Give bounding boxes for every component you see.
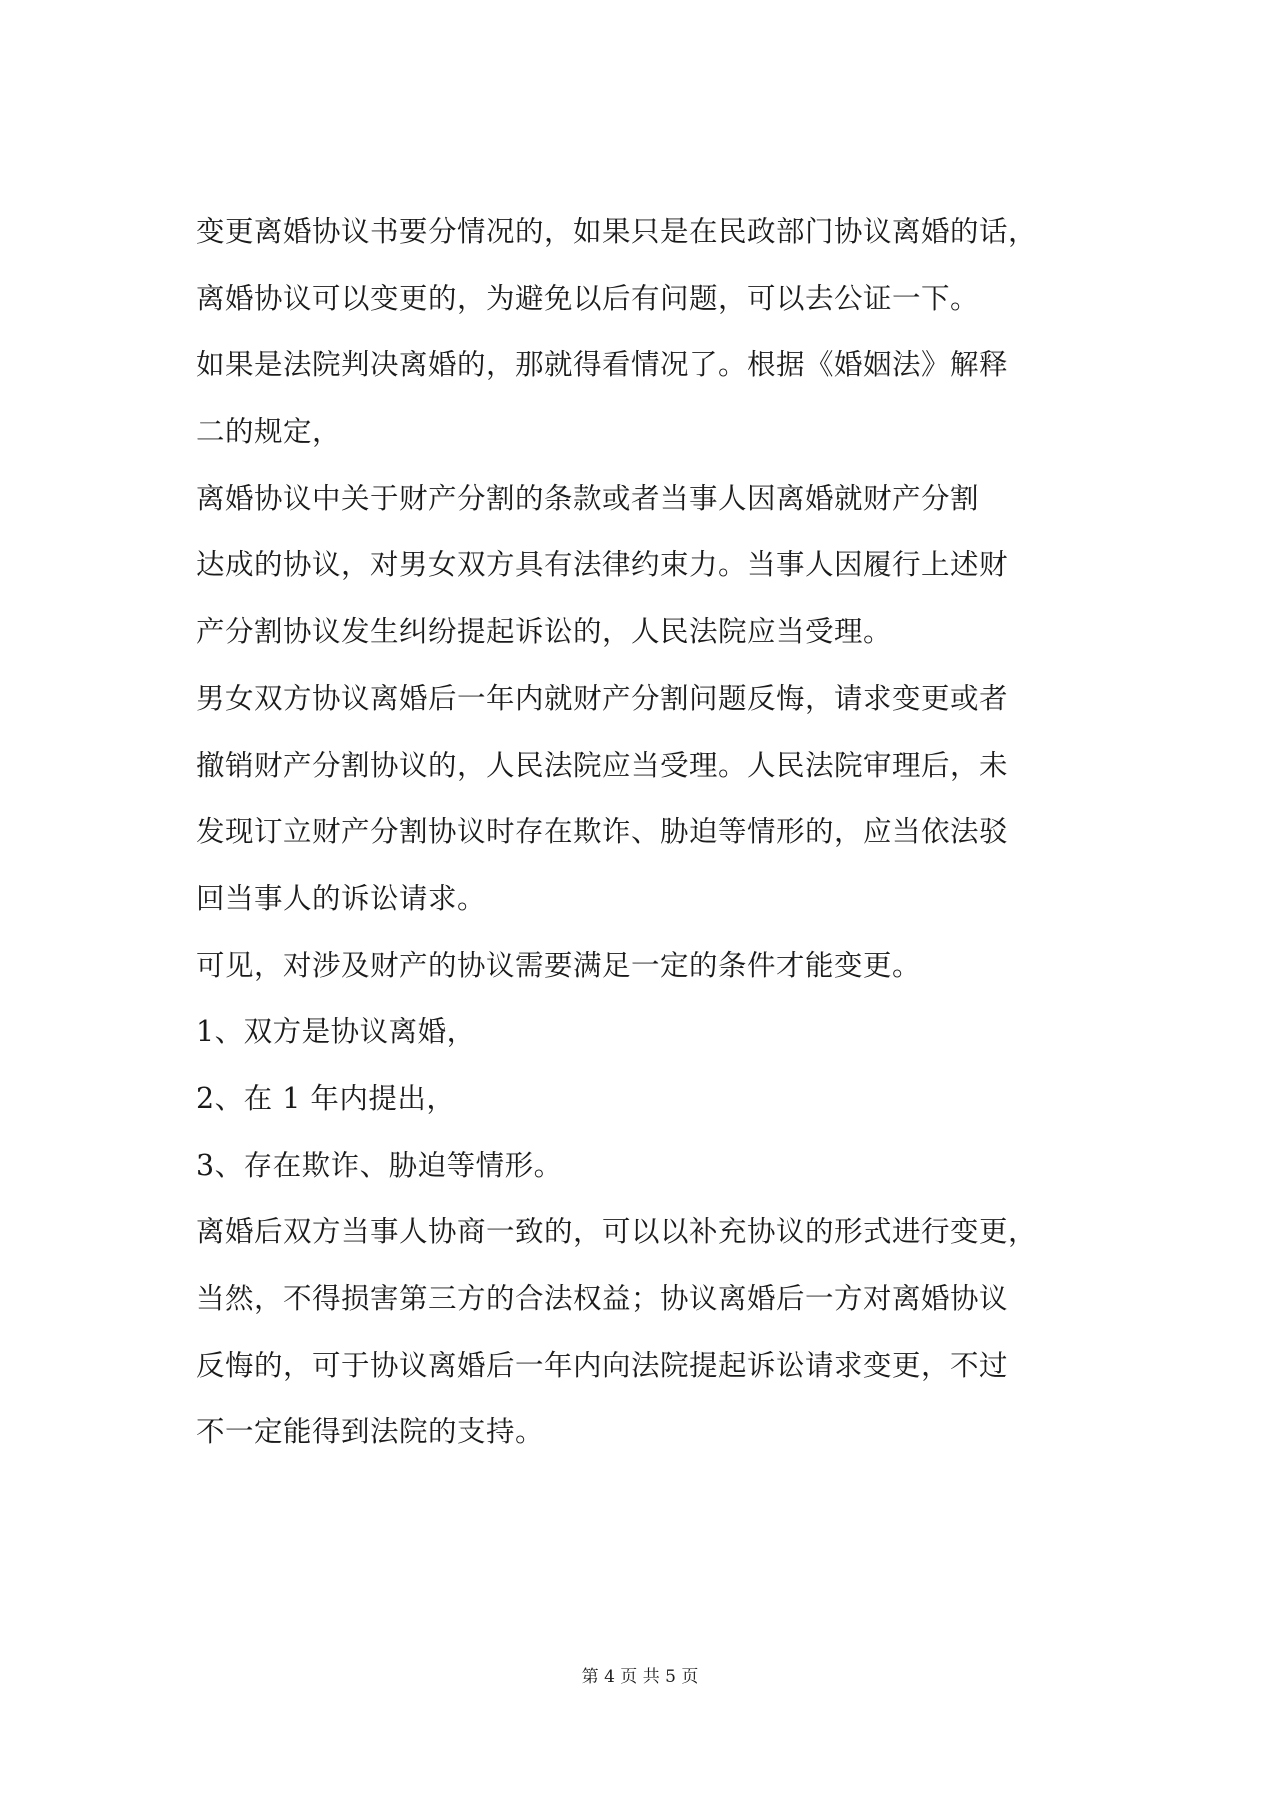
list-item: 3、存在欺诈、胁迫等情形。 <box>196 1148 563 1182</box>
list-item: 2、在 1 年内提出， <box>196 1081 456 1115</box>
text-line: 可见，对涉及财产的协议需要满足一定的条件才能变更。 <box>196 948 922 982</box>
text-line: 变更离婚协议书要分情况的，如果只是在民政部门协议离婚的话， <box>196 215 1038 248</box>
text-line: 回当事人的诉讼请求。 <box>196 881 487 915</box>
text-line: 二的规定， <box>196 415 342 449</box>
text-line: 离婚协议可以变更的，为避免以后有问题，可以去公证一下。 <box>196 281 980 315</box>
text-line: 发现订立财产分割协议时存在欺诈、胁迫等情形的，应当依法驳 <box>196 815 1009 849</box>
text-line: 离婚后双方当事人协商一致的，可以以补充协议的形式进行变更， <box>196 1215 1038 1249</box>
body-text <box>196 199 1096 1466</box>
text-line: 撤销财产分割协议的，人民法院应当受理。人民法院审理后，未 <box>196 748 1009 782</box>
text-line: 离婚协议中关于财产分割的条款或者当事人因离婚就财产分割 <box>196 481 980 515</box>
text-line: 当然，不得损害第三方的合法权益；协议离婚后一方对离婚协议 <box>196 1282 1009 1315</box>
page-number-footer: 第 4 页 共 5 页 <box>581 1667 699 1687</box>
text-line: 产分割协议发生纠纷提起诉讼的，人民法院应当受理。 <box>196 615 893 649</box>
text-line: 男女双方协议离婚后一年内就财产分割问题反悔，请求变更或者 <box>196 681 1009 715</box>
list-item: 1、双方是协议离婚， <box>196 1015 476 1049</box>
text-line: 如果是法院判决离婚的，那就得看情况了。根据《婚姻法》解释 <box>196 348 1009 382</box>
text-line: 达成的协议，对男女双方具有法律约束力。当事人因履行上述财 <box>196 548 1009 582</box>
text-line: 不一定能得到法院的支持。 <box>196 1415 545 1449</box>
text-line: 反悔的，可于协议离婚后一年内向法院提起诉讼请求变更，不过 <box>196 1348 1009 1382</box>
